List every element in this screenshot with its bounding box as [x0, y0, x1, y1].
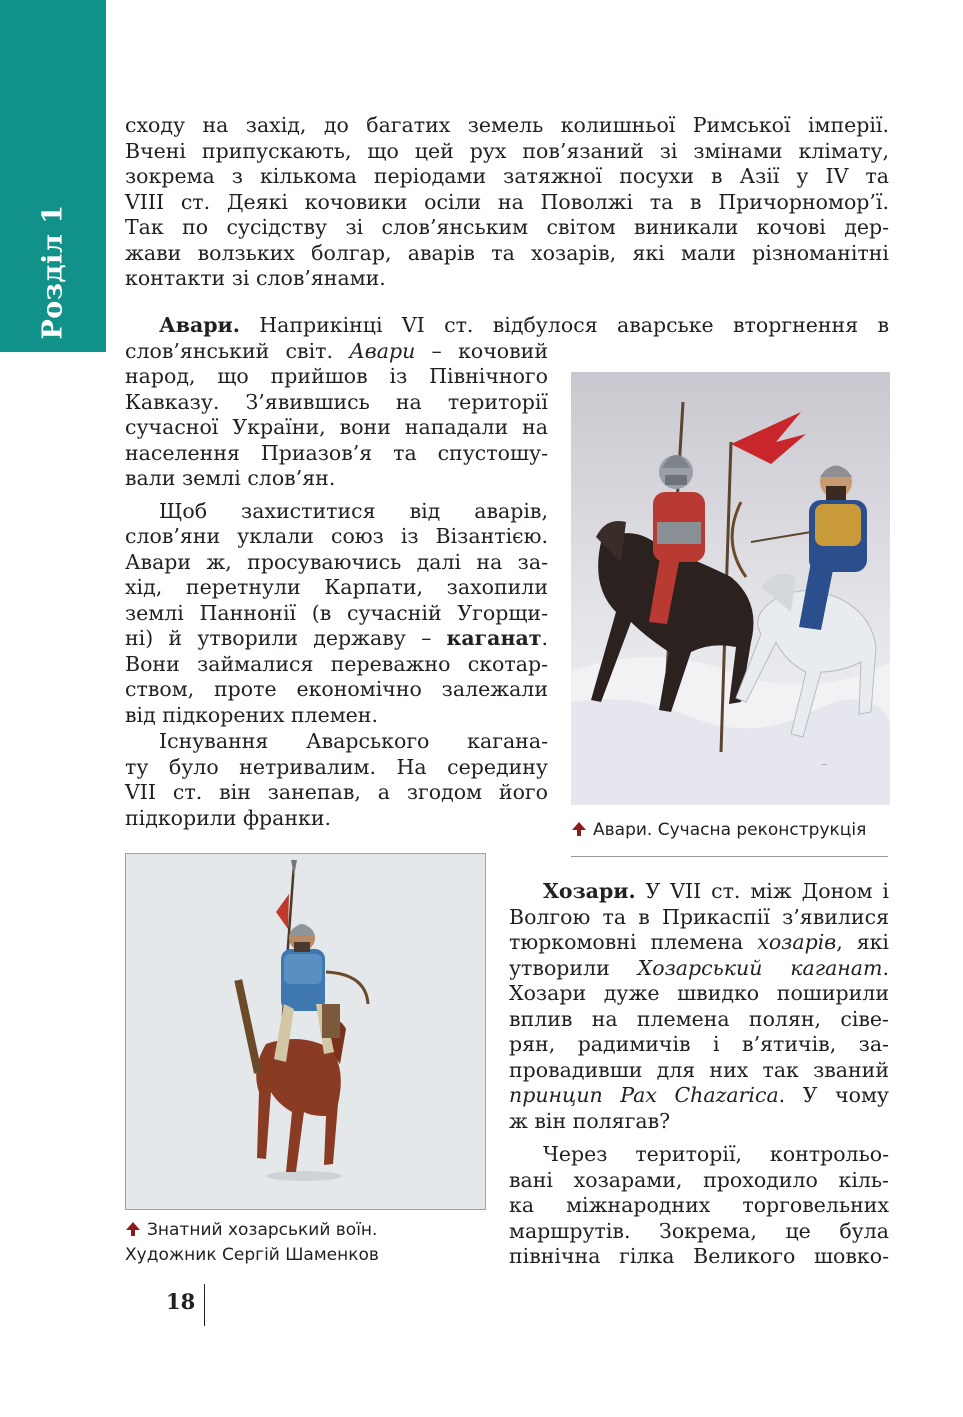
avars-line: Щоб захиститися від аварів, — [159, 498, 548, 523]
intro-line: зокрема з кількома періодами затяжної посухи в Азії у IV та — [125, 164, 889, 188]
khazars-term: хозарів — [757, 930, 837, 954]
avars-image-caption — [571, 818, 866, 843]
khazars-line: північна гілка Великого шовко- — [509, 1244, 889, 1268]
intro-paragraph — [125, 113, 889, 292]
intro-line: жави волзьких болгар, аварів та хозарів, які мали різноманітні — [125, 240, 889, 265]
khazars-line-text: тюркомовні племена — [509, 930, 758, 954]
khazars-line: рян, радимичів і в’ятичів, за- — [509, 1032, 889, 1056]
khazars-line: ка міжнародних торговельних — [509, 1193, 889, 1217]
avars-line: слов’яни уклали союз із Візантією. — [125, 524, 548, 548]
caption-divider — [571, 856, 888, 857]
khazars-line-text: , які — [836, 930, 889, 954]
avars-line: землі Паннонії (в сучасній Угорщи- — [125, 600, 548, 625]
avars-line: Кавказу. З’явившись на території — [125, 389, 548, 414]
avars-line: VII ст. він занепав, а згодом його — [125, 780, 548, 804]
avars-line: хід, перетнули Карпати, захопили — [125, 575, 548, 599]
page-number: 18 — [166, 1289, 196, 1314]
section-tab-label: Розділ 1 — [37, 204, 69, 340]
avars-line: населення Приазов’я та спустошу- — [125, 440, 548, 465]
avars-term-kaganat: каганат — [446, 626, 542, 650]
khazars-line-text: У VII ст. між Доном і — [635, 879, 889, 903]
avars-line: ством, проте економічно залежали — [125, 677, 548, 701]
avars-heading: Авари. — [159, 313, 240, 337]
khazars-line-text: . — [882, 955, 890, 980]
khazar-caption-line: Знатний хозарський воїн. — [147, 1220, 378, 1240]
avars-line: Авари ж, просуваючись далі на за- — [125, 549, 548, 574]
khazars-line: ж він полягав? — [509, 1108, 671, 1133]
avars-line: вали землі слов’ян. — [125, 466, 336, 490]
intro-line: сходу на захід, до багатих земель колишньої Римської імперії. — [125, 113, 889, 137]
avars-line: народ, що прийшов із Північного — [125, 364, 548, 388]
avars-line: підкорили франки. — [125, 805, 332, 830]
intro-line: контакти зі слов’янами. — [125, 266, 386, 290]
khazars-line-text: утворили — [509, 955, 638, 980]
avars-line: Існування Аварського кагана- — [159, 729, 548, 753]
avars-line: від підкорених племен. — [125, 702, 378, 727]
intro-line: VIII ст. Деякі кочовики осіли на Поволжі та в Причорномор’ї. — [125, 189, 889, 214]
svg-text:~: ~ — [821, 760, 828, 769]
khazars-line-text: . У чому — [778, 1083, 889, 1107]
khazars-column — [509, 879, 889, 1270]
arrow-up-icon — [571, 821, 587, 837]
arrow-up-icon — [125, 1221, 141, 1237]
khazars-line: вплив на племена полян, сіве- — [509, 1006, 889, 1031]
avars-column — [125, 339, 548, 832]
intro-line: Вчені припускають, що цей рух пов’язаний зі змінами клімату, — [125, 138, 889, 163]
khazar-image-caption — [125, 1218, 379, 1268]
avars-line-text: . — [541, 626, 548, 650]
khazar-caption-line: Художник Сергій Шаменков — [125, 1245, 379, 1265]
avars-line: Вони займалися переважно скотар- — [125, 651, 548, 676]
khazars-line: Хозари дуже швидко поширили — [509, 981, 889, 1005]
page-number-divider — [204, 1284, 205, 1326]
khazars-line: вані хозарами, проходило кіль- — [509, 1167, 889, 1192]
khazars-line: Волгою та в Прикаспії з’явилися — [509, 904, 889, 929]
avars-image-caption-text: Авари. Сучасна реконструкція — [593, 820, 867, 840]
avars-heading-line — [125, 313, 889, 339]
khazars-heading: Хозари. — [543, 879, 636, 903]
avars-line-text: Наприкінці VI ст. відбулося аварське вторгнення в — [239, 313, 889, 337]
avars-line-text: слов’янський світ. — [125, 338, 350, 363]
avars-line-text: – кочовий — [415, 338, 548, 363]
avars-term: Авари — [349, 338, 416, 363]
avars-line: ту було нетривалим. На середину — [125, 754, 548, 779]
avars-illustration — [571, 372, 890, 805]
khazars-term: Хозарський каганат — [637, 955, 883, 980]
intro-line: Так по сусідству зі слов’янським світом виникали кочові дер- — [125, 215, 889, 239]
khazars-line: провадивши для них так званий — [509, 1057, 889, 1082]
khazars-term: принцип Pax Chazarica — [509, 1083, 779, 1107]
avars-line: сучасної України, вони нападали на — [125, 415, 548, 439]
khazar-warrior-illustration — [125, 853, 486, 1210]
section-tab — [0, 0, 106, 352]
khazars-line: маршрутів. Зокрема, це була — [509, 1218, 889, 1243]
avars-line-text: ні) й утворили державу – — [125, 626, 447, 650]
khazars-line: Через території, контрольо- — [543, 1142, 889, 1166]
